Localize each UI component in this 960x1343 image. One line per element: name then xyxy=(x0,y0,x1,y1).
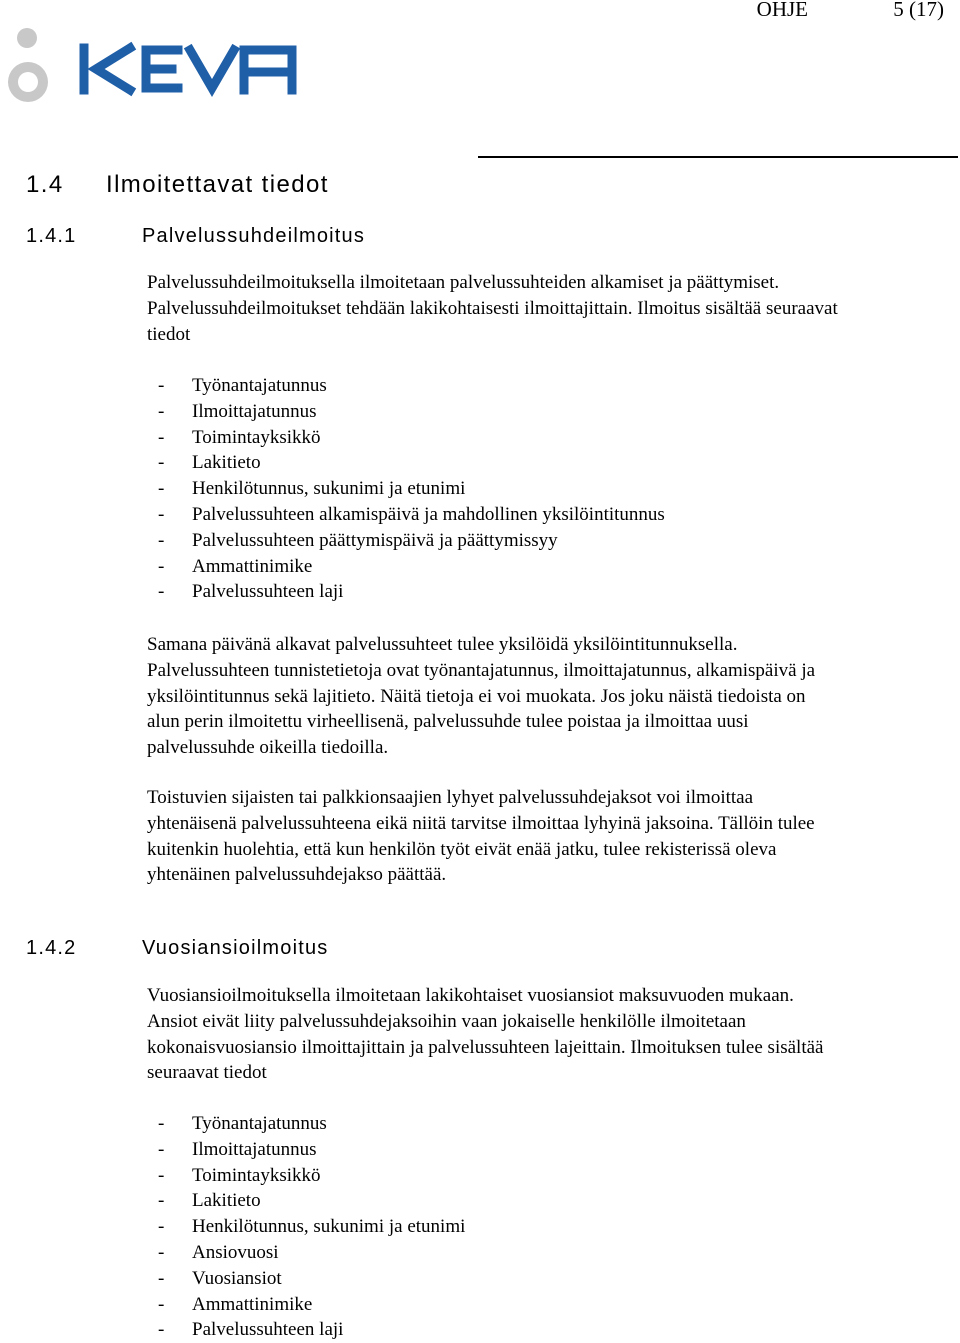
text-line: alun perin ilmoitettu virheellisenä, palvelussuhde tulee poistaa ja ilmoittaa uusi xyxy=(147,711,749,733)
list-item: - Ilmoittajatunnus xyxy=(147,399,947,425)
figure-mark-icon xyxy=(8,28,48,102)
list-item: - Palvelussuhteen laji xyxy=(147,579,947,605)
subsection-title-2: Vuosiansioilmoitus xyxy=(142,937,329,959)
text-line: Vuosiansioilmoituksella ilmoitetaan lakikohtaiset vuosiansiot maksuvuoden mukaan. xyxy=(147,985,794,1006)
list-item: - Toimintayksikkö xyxy=(147,1163,947,1189)
list-item: - Henkilötunnus, sukunimi ja etunimi xyxy=(147,476,947,502)
list-item: - Ammattinimike xyxy=(147,1292,947,1318)
list-item: - Lakitieto xyxy=(147,450,947,476)
list-item: - Palvelussuhteen laji xyxy=(147,1317,947,1343)
list-item: - Palvelussuhteen päättymispäivä ja päättymissyy xyxy=(147,528,947,554)
sub1-substitutes-paragraph xyxy=(147,785,947,888)
page-number: 5 (17) xyxy=(893,0,944,21)
list-item: - Toimintayksikkö xyxy=(147,425,947,451)
subsection-heading-1 xyxy=(26,222,365,250)
page-header xyxy=(757,0,944,22)
keva-wordmark xyxy=(84,48,292,90)
list-item: - Ansiovuosi xyxy=(147,1240,947,1266)
list-item: - Ammattinimike xyxy=(147,554,947,580)
sub1-intro-paragraph xyxy=(147,270,947,347)
text-line: kuitenkin huolehtia, että kun henkilön työt eivät enää jatku, tulee rekisterissä oleva xyxy=(147,838,777,860)
sub1-field-list xyxy=(147,373,947,605)
subsection-number-1: 1.4.1 xyxy=(26,225,77,247)
section-title: Ilmoitettavat tiedot xyxy=(106,171,329,198)
header-rule xyxy=(478,156,958,158)
list-item: - Henkilötunnus, sukunimi ja etunimi xyxy=(147,1214,947,1240)
subsection-number-2: 1.4.2 xyxy=(26,937,77,959)
text-line: seuraavat tiedot xyxy=(147,1062,267,1084)
text-line: palvelussuhde oikeilla tiedoilla. xyxy=(147,737,389,759)
text-line: tiedot xyxy=(147,323,191,345)
section-heading xyxy=(26,168,329,202)
text-line: yhtenäinen palvelussuhdejakso päättää. xyxy=(147,864,447,886)
list-item: - Työnantajatunnus xyxy=(147,1111,947,1137)
section-number: 1.4 xyxy=(26,171,64,198)
list-item: - Ilmoittajatunnus xyxy=(147,1137,947,1163)
text-line: Ansiot eivät liity palvelussuhdejaksoihin vaan jokaiselle henkilölle ilmoitetaan xyxy=(147,1010,746,1032)
text-line: Samana päivänä alkavat palvelussuhteet tulee yksilöidä yksilöintitunnuksella. xyxy=(147,634,738,655)
text-line: yksilöintitunnus sekä lajitieto. Näitä tietoja ei voi muokata. Jos joku näistä tiedoista on xyxy=(147,685,806,707)
list-item: - Palvelussuhteen alkamispäivä ja mahdollinen yksilöintitunnus xyxy=(147,502,947,528)
text-line: Toistuvien sijaisten tai palkkionsaajien lyhyet palvelussuhdejaksot voi ilmoittaa xyxy=(147,787,754,808)
list-item: - Vuosiansiot xyxy=(147,1266,947,1292)
sub2-field-list xyxy=(147,1111,947,1343)
text-line: Palvelussuhteen tunnistetietoja ovat työnantajatunnus, ilmoittajatunnus, alkamispäivä ja xyxy=(147,659,816,681)
text-line: Palvelussuhdeilmoituksella ilmoitetaan palvelussuhteiden alkamiset ja päättymiset. xyxy=(147,272,780,293)
text-line: Palvelussuhdeilmoitukset tehdään lakikohtaisesti ilmoittajittain. Ilmoitus sisältää seuraavat xyxy=(147,297,838,319)
sub1-identification-paragraph xyxy=(147,632,947,761)
subsection-title-1: Palvelussuhdeilmoitus xyxy=(142,225,366,247)
document-type: OHJE xyxy=(756,0,808,21)
list-item: - Lakitieto xyxy=(147,1188,947,1214)
text-line: kokonaisvuosiansio ilmoittajittain ja palvelussuhteen lajeittain. Ilmoituksen tulee sisältää xyxy=(147,1036,824,1058)
subsection-heading-2 xyxy=(26,934,329,962)
keva-logo xyxy=(0,22,300,102)
text-line: yhtenäisenä palvelussuhteena eikä niitä tarvitse ilmoittaa lyhyinä jaksoina. Tällöin tulee xyxy=(147,812,815,834)
sub2-intro-paragraph xyxy=(147,983,947,1086)
list-item: - Työnantajatunnus xyxy=(147,373,947,399)
